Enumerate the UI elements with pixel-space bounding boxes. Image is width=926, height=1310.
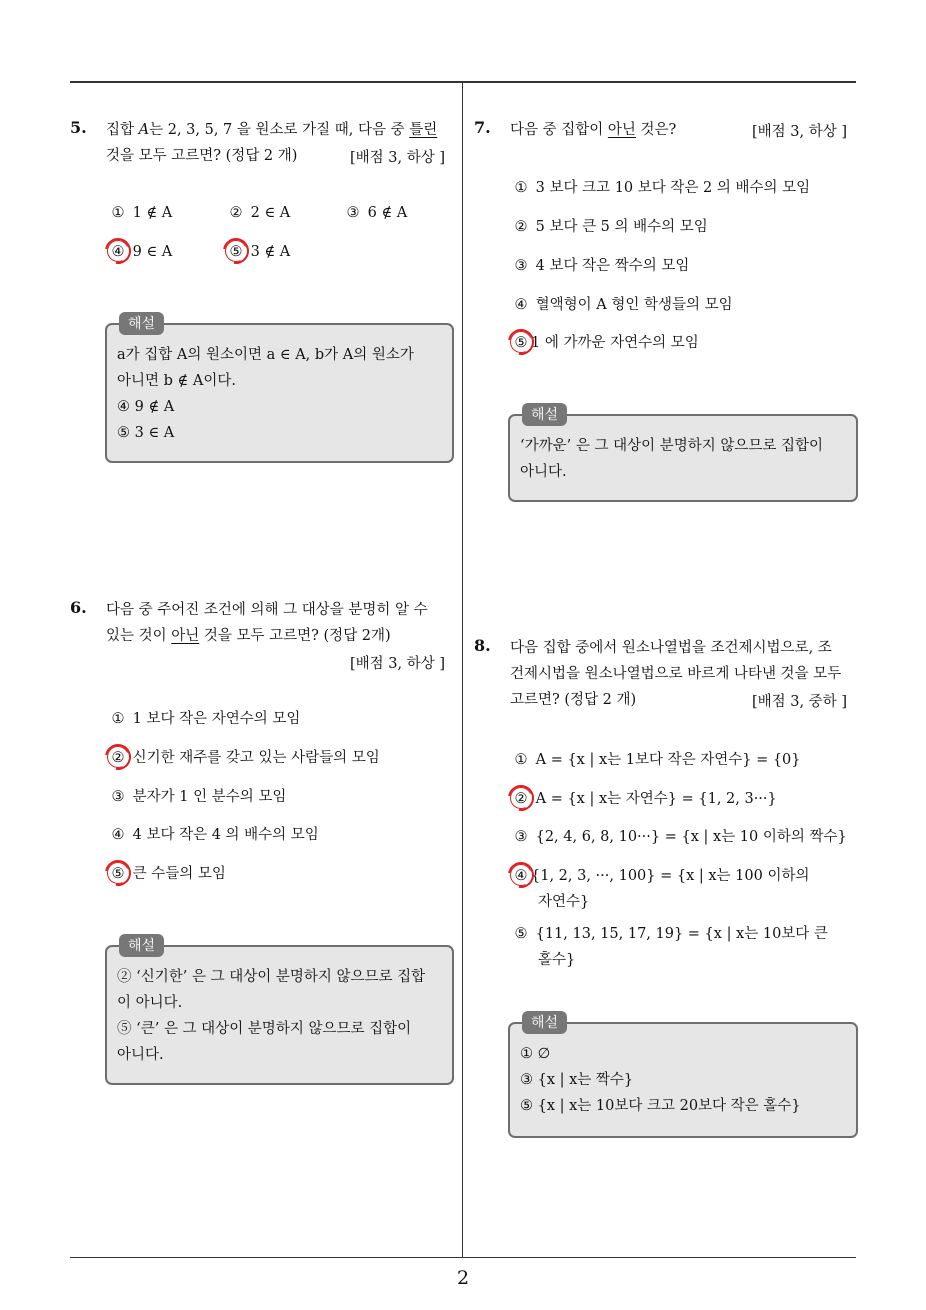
choice-marker: ① [514,752,528,768]
choice-text: 1 에 가까운 자연수의 모임 [531,335,699,351]
choice-text: {2, 4, 6, 8, 10···} = {x | x는 10 이하의 짝수} [535,829,847,845]
choice-3[interactable] [511,827,847,847]
choice-text: 혈액형이 A 형인 학생들의 모임 [535,297,733,313]
choice-marker: ④ [111,827,125,843]
choice-marker: ⑤ [514,926,528,942]
choice-3[interactable] [343,203,407,223]
choice-4[interactable] [108,242,172,262]
explanation-line: ⑤ ‘큰’ 은 그 대상이 분명하지 않으므로 집합이 [117,1021,412,1037]
choice-5[interactable] [511,333,699,353]
question-text-line: 다음 중 주어진 조건에 의해 그 대상을 분명히 알 수 [106,602,428,618]
question-text-part: 것은? [635,122,677,138]
explanation-line: 아니다. [520,464,567,480]
explanation-line: a가 집합 A의 원소이면 a ∈ A, b가 A의 원소가 [117,347,414,363]
choice-marker: ② [108,748,128,768]
underlined-word: 틀린 [409,122,438,138]
question-text-part: 는 2, 3, 5, 7 을 원소로 가질 때, 다음 중 [149,122,410,138]
choice-5[interactable] [108,864,226,884]
choice-1[interactable] [108,709,300,729]
choice-text: 1 보다 작은 자연수의 모임 [132,711,301,727]
choice-marker: ④ [511,866,531,886]
underlined-word: 아닌 [171,628,200,644]
set-variable: A [138,122,150,138]
explanation-line: 이 아니다. [117,995,183,1011]
explanation-box [508,414,858,502]
question-text-part: 있는 것이 [106,628,172,644]
question-text-line [106,626,391,646]
explanation-tab: 해설 [119,934,164,957]
choice-5[interactable] [511,924,828,944]
explanation-line: ④ 9 ∉ A [117,399,175,415]
choice-text: 3 ∉ A [250,244,291,260]
underlined-word: 아닌 [607,122,636,138]
question-text-line: 것을 모두 고르면? (정답 2 개) [106,148,298,164]
choice-marker: ③ [346,205,360,221]
choice-marker: ⑤ [226,242,246,262]
question-number: 7. [474,118,491,137]
choice-marker: ① [514,180,528,196]
score-label: [배점 3, 중하 ] [752,694,848,710]
top-rule [70,81,856,83]
choice-marker: ② [229,205,243,221]
choice-1[interactable] [108,203,172,223]
page-number: 2 [456,1267,470,1289]
score-label: [배점 3, 하상 ] [350,150,446,166]
choice-marker: ④ [108,242,128,262]
question-text-part: 것을 모두 고르면? (정답 2개) [199,628,391,644]
choice-text: 4 보다 작은 4 의 배수의 모임 [132,827,319,843]
choice-5[interactable] [226,242,290,262]
question-text-line: 건제시법을 원소나열법으로 바르게 나타낸 것을 모두 [510,666,842,682]
choice-marker: ② [511,789,531,809]
choice-2[interactable] [108,748,380,768]
choice-marker: ④ [514,297,528,313]
choice-marker: ⑤ [108,864,128,884]
explanation-box [105,945,454,1085]
choice-text: 6 ∉ A [367,205,408,221]
choice-text: 2 ∈ A [250,205,291,221]
choice-text: 신기한 재주를 갖고 있는 사람들의 모임 [132,750,380,766]
explanation-line: 아니다. [117,1047,164,1063]
explanation-box [508,1022,858,1138]
choice-4[interactable] [108,825,319,845]
choice-marker: ⑤ [511,333,531,353]
choice-marker: ① [111,711,125,727]
choice-text: 4 보다 작은 짝수의 모임 [535,258,690,274]
choice-marker: ③ [111,789,125,805]
explanation-line: ⑤ 3 ∈ A [117,425,175,441]
choice-5-continuation: 홀수} [538,952,576,968]
choice-text: 5 보다 큰 5 의 배수의 모임 [535,219,708,235]
explanation-box [105,323,454,463]
question-text-line: 다음 집합 중에서 원소나열법을 조건제시법으로, 조 [510,640,832,656]
explanation-tab: 해설 [522,1011,567,1034]
choice-2[interactable] [511,217,708,237]
choice-marker: ③ [514,829,528,845]
choice-text: {11, 13, 15, 17, 19} = {x | x는 10보다 큰 [535,926,828,942]
choice-4[interactable] [511,295,733,315]
choice-text: 큰 수들의 모임 [132,866,226,882]
choice-text: A = {x | x는 1보다 작은 자연수} = {0} [535,752,801,768]
bottom-rule [70,1257,856,1258]
explanation-line: ② ‘신기한’ 은 그 대상이 분명하지 않으므로 집합 [117,969,426,985]
question-text-line: 고르면? (정답 2 개) [510,692,637,708]
choice-text: 분자가 1 인 분수의 모임 [132,789,287,805]
column-divider [462,83,463,1257]
explanation-line: ‘가까운’ 은 그 대상이 분명하지 않으므로 집합이 [520,438,824,454]
score-label: [배점 3, 하상 ] [350,656,446,672]
choice-text: 1 ∉ A [132,205,173,221]
choice-4-continuation: 자연수} [538,894,590,910]
choice-text: 9 ∈ A [132,244,173,260]
explanation-line: ① ∅ [520,1046,551,1062]
question-number: 6. [70,598,87,617]
choice-3[interactable] [108,787,286,807]
choice-1[interactable] [511,178,810,198]
choice-2[interactable] [511,789,777,809]
explanation-tab: 해설 [522,403,567,426]
choice-4[interactable] [511,866,809,886]
question-text-part: 다음 중 집합이 [510,122,608,138]
choice-marker: ① [111,205,125,221]
choice-marker: ③ [514,258,528,274]
explanation-line: ⑤ {x | x는 10보다 크고 20보다 작은 홀수} [520,1098,801,1114]
choice-1[interactable] [511,750,801,770]
choice-3[interactable] [511,256,689,276]
score-label: [배점 3, 하상 ] [752,124,848,140]
explanation-line: 아니면 b ∉ A이다. [117,373,236,389]
choice-marker: ② [514,219,528,235]
explanation-tab: 해설 [119,312,164,335]
choice-text: 3 보다 크고 10 보다 작은 2 의 배수의 모임 [535,180,811,196]
choice-text: A = {x | x는 자연수} = {1, 2, 3···} [535,791,777,807]
question-number: 8. [474,636,491,655]
choice-2[interactable] [226,203,290,223]
question-text-part: 집합 [106,122,139,138]
choice-text: {1, 2, 3, ···, 100} = {x | x는 100 이하의 [531,868,810,884]
question-number: 5. [70,118,87,137]
question-text-line [106,120,437,140]
explanation-line: ③ {x | x는 짝수} [520,1072,634,1088]
question-text-line [510,120,676,140]
